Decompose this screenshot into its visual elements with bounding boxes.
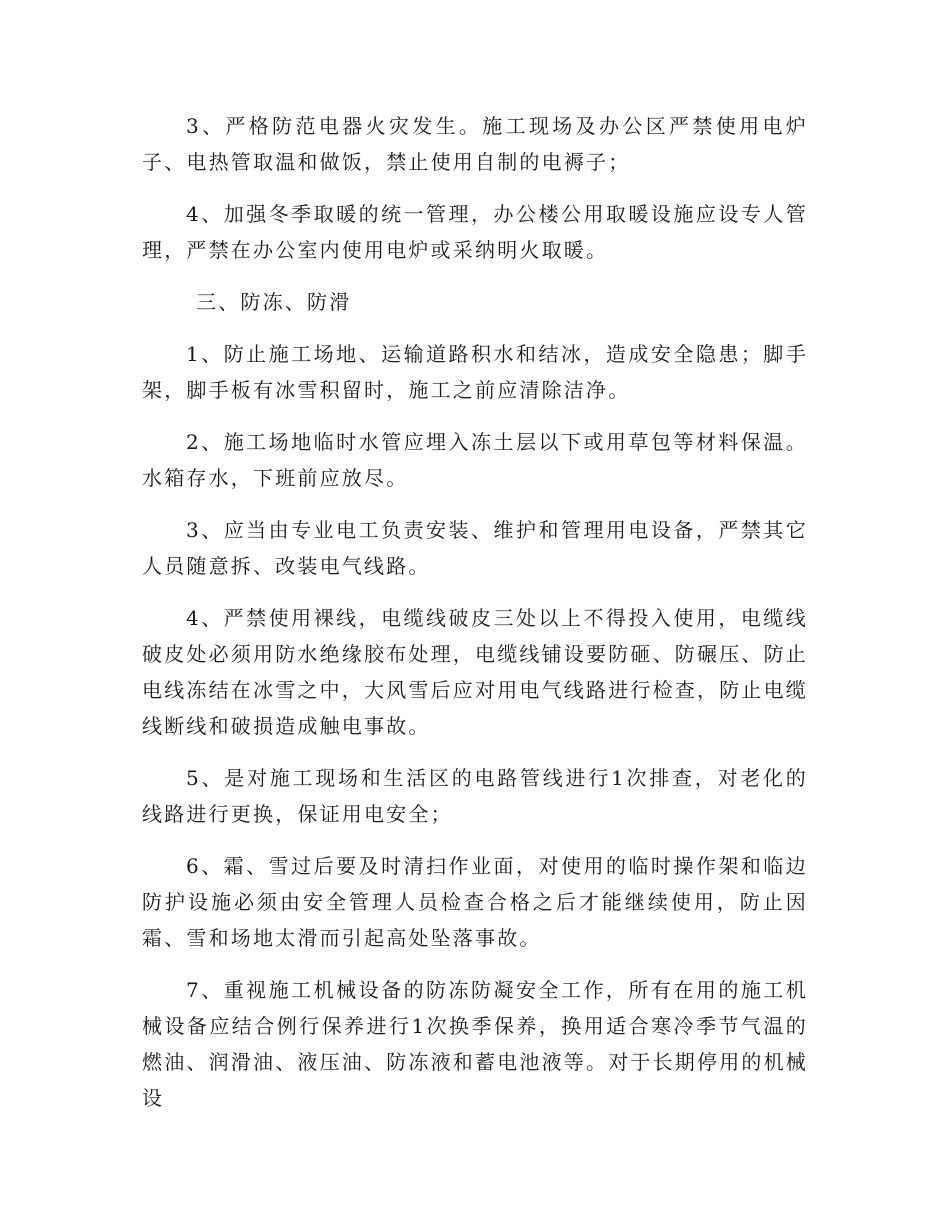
paragraph-item-3-electric-fire: 3、严格防范电器火灾发生。施工现场及办公区严禁使用电炉子、电热管取温和做饭，禁止使用自制的电褥子； <box>142 114 808 174</box>
paragraph-item-5-circuit-check: 5、是对施工现场和生活区的电路管线进行1次排查，对老化的线路进行更换，保证用电安全； <box>142 766 808 826</box>
section-heading-antifreeze-antislip: 三、防冻、防滑 <box>196 290 352 314</box>
document-body <box>142 108 808 1132</box>
paragraph-item-3-electrician: 3、应当由专业电工负责安装、维护和管理用电设备，严禁其它人员随意拆、改装电气线路。 <box>142 518 808 578</box>
paragraph-item-4-bare-wire: 4、严禁使用裸线，电缆线破皮三处以上不得投入使用，电缆线破皮处必须用防水绝缘胶布处理，电缆线铺设要防砸、防碾压、防止电线冻结在冰雪之中，大风雪后应对用电气线路进行检查，防止电缆线断线和破损造成触电事故。 <box>142 606 808 738</box>
paragraph-item-6-frost-snow: 6、霜、雪过后要及时清扫作业面，对使用的临时操作架和临边防护设施必须由安全管理人员检查合格之后才能继续使用，防止因霜、雪和场地太滑而引起高处坠落事故。 <box>142 854 808 950</box>
paragraph-item-7-machinery: 7、重视施工机械设备的防冻防凝安全工作，所有在用的施工机械设备应结合例行保养进行1次换季保养，换用适合寒冷季节气温的燃油、润滑油、液压油、防冻液和蓄电池液等。对于长期停用的机械设 <box>142 978 808 1110</box>
paragraph-item-2-water-pipes: 2、施工场地临时水管应埋入冻土层以下或用草包等材料保温。水箱存水，下班前应放尽。 <box>142 430 808 490</box>
paragraph-item-1-water-ice: 1、防止施工场地、运输道路积水和结冰，造成安全隐患；脚手架，脚手板有冰雪积留时，施工之前应清除洁净。 <box>142 342 808 402</box>
paragraph-item-4-heating-management: 4、加强冬季取暖的统一管理，办公楼公用取暖设施应设专人管理，严禁在办公室内使用电炉或采纳明火取暖。 <box>142 202 808 262</box>
